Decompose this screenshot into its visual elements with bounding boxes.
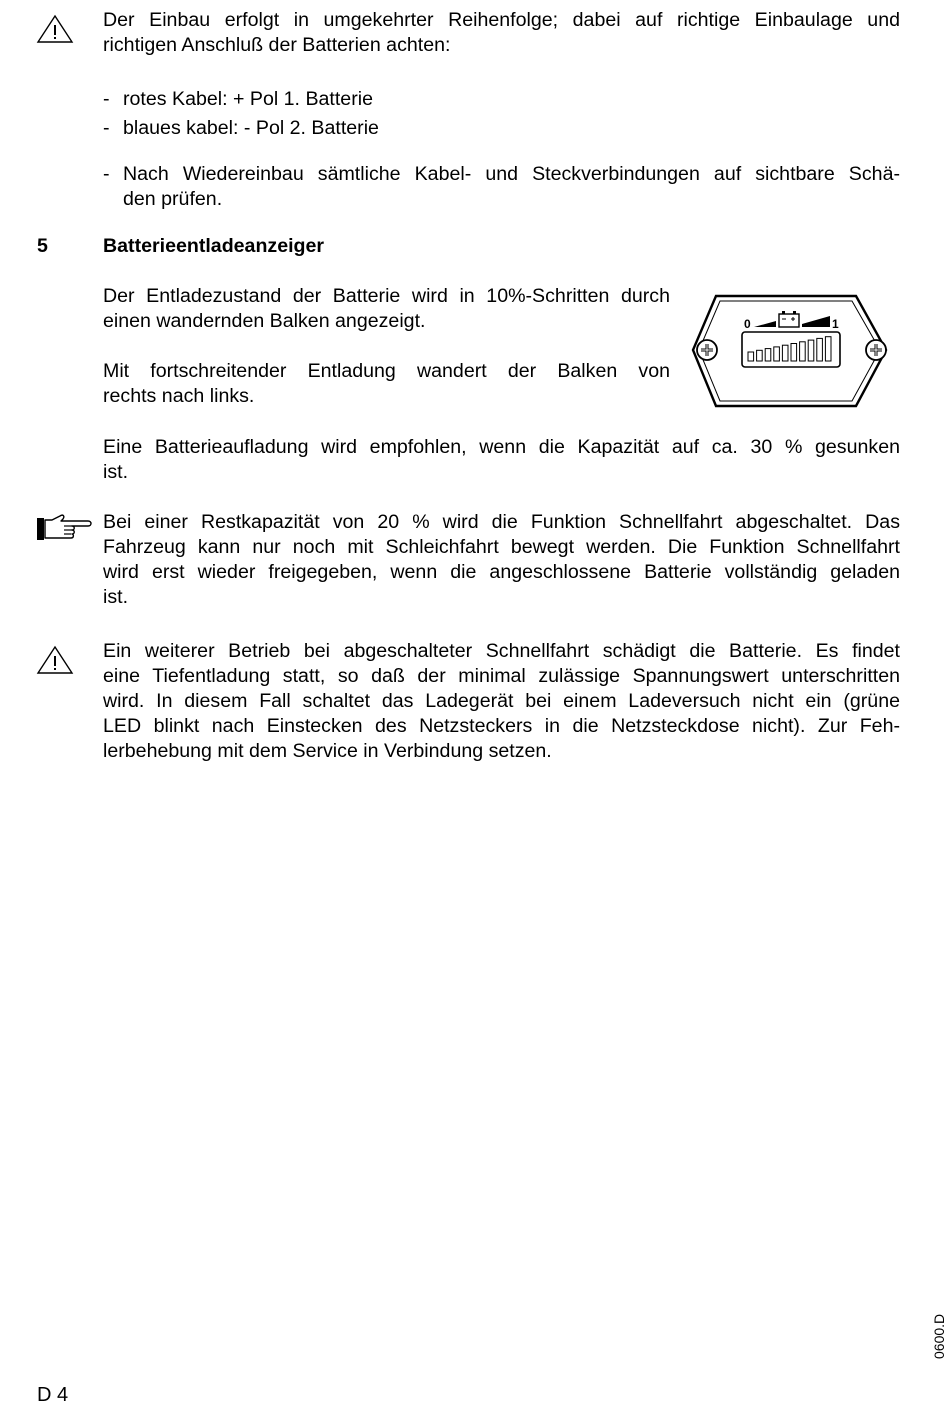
screw-icon-left bbox=[697, 340, 717, 360]
note-paragraph bbox=[103, 510, 900, 610]
gauge-segment bbox=[757, 350, 763, 361]
battery-gauge-drawing bbox=[690, 292, 890, 412]
recommendation-paragraph bbox=[103, 435, 900, 485]
warning-line-2: eine Tiefentladung statt, so daß der minimal zulässige Spannungswert unterschritten bbox=[103, 665, 900, 687]
list-item-text: rotes Kabel: + Pol 1. Batterie bbox=[123, 88, 373, 110]
description-line-3: Mit fortschreitender Entladung wandert der Balken von bbox=[103, 360, 670, 382]
battery-gauge bbox=[690, 292, 890, 412]
warning-line-1: Ein weiterer Betrieb bei abgeschalteter Schnellfahrt schädigt die Batterie. Es findet bbox=[103, 640, 900, 662]
list-dash: - bbox=[103, 88, 110, 110]
warning-triangle-icon bbox=[36, 14, 74, 44]
intro-line-1: Der Einbau erfolgt in umgekehrter Reihenfolge; dabei auf richtige Einbaulage und bbox=[103, 9, 900, 31]
warning-triangle-icon bbox=[36, 645, 74, 675]
recommendation-line-2: ist. bbox=[103, 461, 129, 483]
gauge-segment bbox=[800, 342, 806, 361]
description-paragraph-2 bbox=[103, 359, 670, 409]
document-code: 0600.D bbox=[931, 1313, 947, 1359]
gauge-label-zero: 0 bbox=[744, 317, 751, 331]
screw-icon-right bbox=[866, 340, 886, 360]
gauge-segment bbox=[748, 352, 754, 361]
warning-line-4: LED blinkt nach Einstecken des Netzsteckers in die Netzsteckdose nicht). Zur Feh- bbox=[103, 715, 900, 737]
list-item-text: blaues kabel: - Pol 2. Batterie bbox=[123, 117, 379, 139]
note-line-4: ist. bbox=[103, 586, 129, 608]
description-line-2: einen wandernden Balken angezeigt. bbox=[103, 310, 426, 332]
description-line-4: rechts nach links. bbox=[103, 385, 255, 407]
intro-paragraph bbox=[103, 8, 900, 58]
battery-icon bbox=[779, 311, 799, 327]
gauge-segment bbox=[817, 338, 823, 361]
gauge-segment bbox=[791, 344, 797, 362]
section-title: Batterieentladeanzeiger bbox=[103, 235, 325, 257]
gauge-segment bbox=[825, 337, 831, 361]
note-line-1: Bei einer Restkapazität von 20 % wird die Funktion Schnellfahrt abgeschaltet. Das bbox=[103, 511, 900, 533]
page-number: D 4 bbox=[37, 1384, 69, 1406]
warning-line-5: lerbehebung mit dem Service in Verbindung setzen. bbox=[103, 740, 552, 762]
list-dash: - bbox=[103, 163, 110, 185]
warning-paragraph bbox=[103, 639, 900, 764]
description-line-1: Der Entladezustand der Batterie wird in 10%-Schritten durch bbox=[103, 285, 670, 307]
gauge-segment bbox=[808, 340, 814, 361]
pointing-hand-icon bbox=[36, 512, 96, 544]
gauge-segment bbox=[774, 347, 780, 361]
recommendation-line-1: Eine Batterieaufladung wird empfohlen, wenn die Kapazität auf ca. 30 % gesunken bbox=[103, 436, 900, 458]
intro-line-2: richtigen Anschluß der Batterien achten: bbox=[103, 34, 451, 56]
note-line-3: wird erst wieder freigegeben, wenn die angeschlossene Batterie vollständig geladen bbox=[103, 561, 900, 583]
gauge-segment bbox=[782, 345, 788, 361]
gauge-segment bbox=[765, 349, 771, 361]
description-paragraph-1 bbox=[103, 284, 670, 334]
warning-line-3: wird. In diesem Fall schaltet das Ladegerät bei einem Ladeversuch nicht ein (grüne bbox=[103, 690, 900, 712]
gauge-label-one: 1 bbox=[832, 317, 839, 331]
check-line-2: den prüfen. bbox=[123, 188, 223, 210]
note-line-2: Fahrzeug kann nur noch mit Schleichfahrt bewegt werden. Die Funktion Schnellfahrt bbox=[103, 536, 900, 558]
check-line-1: Nach Wiedereinbau sämtliche Kabel- und Steckverbindungen auf sichtbare Schä- bbox=[123, 163, 900, 185]
section-number: 5 bbox=[37, 235, 48, 257]
list-dash: - bbox=[103, 117, 110, 139]
